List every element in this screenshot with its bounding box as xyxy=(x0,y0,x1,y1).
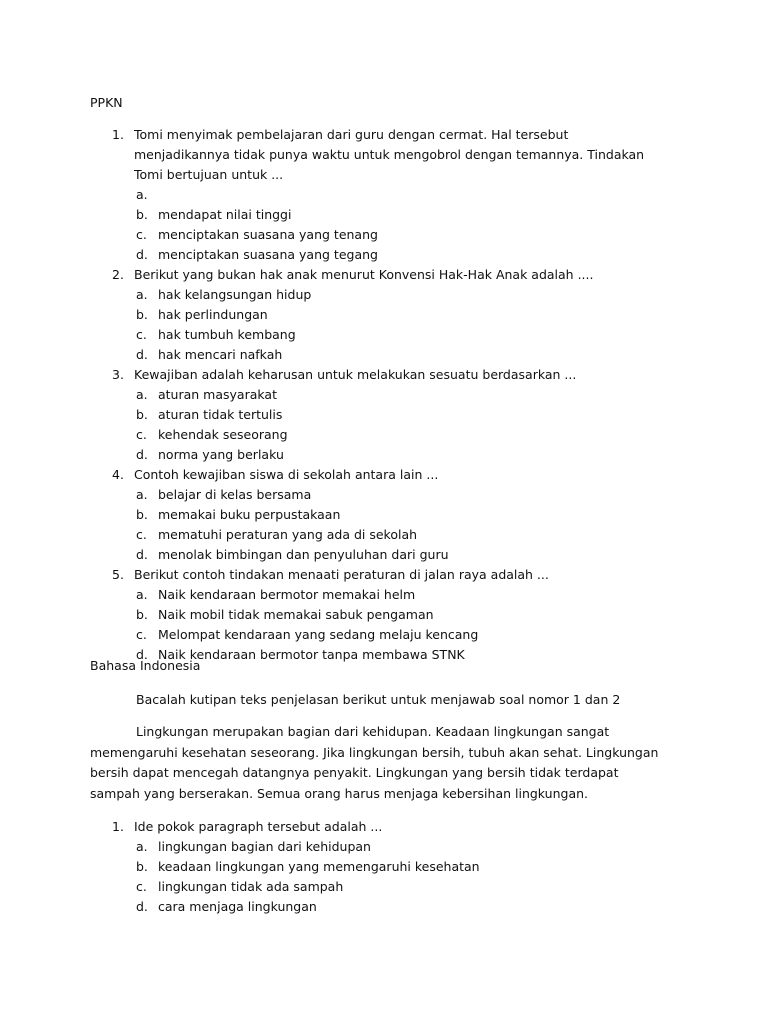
option-text: keadaan lingkungan yang memengaruhi kesehatan xyxy=(158,859,480,874)
section-title-bahasa-indonesia: Bahasa Indonesia xyxy=(90,658,201,673)
option-letter: b. xyxy=(136,407,148,422)
option-letter: b. xyxy=(136,859,148,874)
option-text: norma yang berlaku xyxy=(158,447,284,462)
option-letter: b. xyxy=(136,307,148,322)
question-number: 5. xyxy=(112,567,124,582)
ppkn-question-list xyxy=(0,125,768,665)
option-text: hak perlindungan xyxy=(158,307,268,322)
question-4 xyxy=(0,465,768,565)
question-text: Kewajiban adalah keharusan untuk melakukan sesuatu berdasarkan ... xyxy=(134,367,577,382)
option-text: hak kelangsungan hidup xyxy=(158,287,312,302)
option-c xyxy=(0,625,768,645)
question-1 xyxy=(0,817,768,917)
bahasa-question-list xyxy=(0,817,768,917)
option-d xyxy=(0,897,768,917)
option-b xyxy=(0,605,768,625)
option-text: lingkungan bagian dari kehidupan xyxy=(158,839,371,854)
option-letter: d. xyxy=(136,899,148,914)
option-letter: c. xyxy=(136,427,147,442)
question-text: Berikut yang bukan hak anak menurut Konvensi Hak-Hak Anak adalah .... xyxy=(134,267,594,282)
option-d xyxy=(0,345,768,365)
option-letter: c. xyxy=(136,879,147,894)
question-3 xyxy=(0,365,768,465)
option-text: hak mencari nafkah xyxy=(158,347,283,362)
option-text: belajar di kelas bersama xyxy=(158,487,312,502)
option-b xyxy=(0,305,768,325)
option-text: mendapat nilai tinggi xyxy=(158,207,292,222)
question-number: 1. xyxy=(112,819,124,834)
option-d xyxy=(0,445,768,465)
option-b xyxy=(0,405,768,425)
option-letter: c. xyxy=(136,227,147,242)
option-b xyxy=(0,505,768,525)
option-letter: d. xyxy=(136,647,148,662)
option-text: lingkungan tidak ada sampah xyxy=(158,879,344,894)
question-text: Berikut contoh tindakan menaati peraturan di jalan raya adalah ... xyxy=(134,567,549,582)
reading-passage: Lingkungan merupakan bagian dari kehidupan. Keadaan lingkungan sangat memengaruhi kesehatan seseorang. Jika lingkungan bersih, tubuh akan sehat. Lingkungan bersih dapat mencegah datangnya penyakit. Lingkungan yang bersih tidak terdapat sampah yang berserakan. Semua orang harus menjaga kebersihan lingkungan. xyxy=(90,724,659,801)
option-c xyxy=(0,425,768,445)
option-letter: a. xyxy=(136,487,148,502)
question-text: Contoh kewajiban siswa di sekolah antara lain ... xyxy=(134,467,439,482)
option-letter: a. xyxy=(136,587,148,602)
question-number: 3. xyxy=(112,367,124,382)
option-d xyxy=(0,245,768,265)
question-text: Ide pokok paragraph tersebut adalah ... xyxy=(134,819,383,834)
question-number: 4. xyxy=(112,467,124,482)
option-text: cara menjaga lingkungan xyxy=(158,899,317,914)
option-d xyxy=(0,545,768,565)
option-a xyxy=(0,585,768,605)
option-text: memakai buku perpustakaan xyxy=(158,507,341,522)
section-title-ppkn: PPKN xyxy=(90,95,123,110)
option-text: kehendak seseorang xyxy=(158,427,288,442)
option-b xyxy=(0,205,768,225)
option-a xyxy=(0,385,768,405)
option-text: Naik kendaraan bermotor tanpa membawa STNK xyxy=(158,647,465,662)
option-letter: d. xyxy=(136,347,148,362)
option-text: menolak bimbingan dan penyuluhan dari guru xyxy=(158,547,449,562)
option-a xyxy=(0,837,768,857)
option-text: hak tumbuh kembang xyxy=(158,327,296,342)
option-text: Melompat kendaraan yang sedang melaju kencang xyxy=(158,627,479,642)
option-letter: a. xyxy=(136,387,148,402)
question-1 xyxy=(0,125,768,265)
option-letter: d. xyxy=(136,547,148,562)
option-text: aturan tidak tertulis xyxy=(158,407,283,422)
option-letter: c. xyxy=(136,327,147,342)
option-c xyxy=(0,877,768,897)
option-text: aturan masyarakat xyxy=(158,387,277,402)
question-2 xyxy=(0,265,768,365)
option-b xyxy=(0,857,768,877)
option-letter: d. xyxy=(136,447,148,462)
question-number: 2. xyxy=(112,267,124,282)
option-c xyxy=(0,525,768,545)
option-a xyxy=(0,485,768,505)
question-number: 1. xyxy=(112,127,124,142)
option-c xyxy=(0,325,768,345)
question-5 xyxy=(0,565,768,665)
option-letter: a. xyxy=(136,287,148,302)
option-c xyxy=(0,225,768,245)
question-text: Tomi menyimak pembelajaran dari guru dengan cermat. Hal tersebut menjadikannya tidak punya waktu untuk mengobrol dengan temannya. Tindakan Tomi bertujuan untuk ... xyxy=(134,127,645,182)
option-a xyxy=(0,285,768,305)
option-letter: c. xyxy=(136,627,147,642)
option-text: Naik kendaraan bermotor memakai helm xyxy=(158,587,416,602)
reading-instruction: Bacalah kutipan teks penjelasan berikut untuk menjawab soal nomor 1 dan 2 xyxy=(136,692,621,707)
option-text: Naik mobil tidak memakai sabuk pengaman xyxy=(158,607,434,622)
option-text: menciptakan suasana yang tegang xyxy=(158,247,378,262)
option-text: mematuhi peraturan yang ada di sekolah xyxy=(158,527,418,542)
option-letter: a. xyxy=(136,839,148,854)
option-letter: b. xyxy=(136,207,148,222)
option-text: menciptakan suasana yang tenang xyxy=(158,227,378,242)
option-letter: a. xyxy=(136,187,148,202)
option-letter: b. xyxy=(136,507,148,522)
option-a xyxy=(0,185,768,205)
option-letter: d. xyxy=(136,247,148,262)
option-letter: c. xyxy=(136,527,147,542)
option-letter: b. xyxy=(136,607,148,622)
